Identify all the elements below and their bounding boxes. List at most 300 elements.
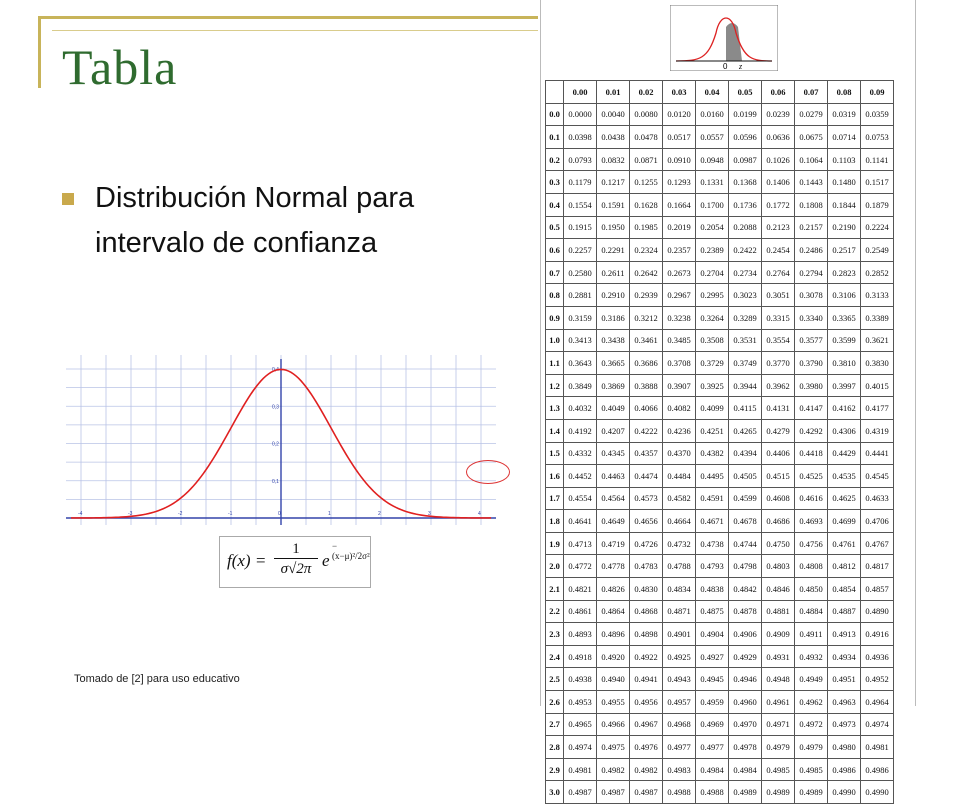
row-header: 2.5 <box>546 668 564 691</box>
table-row <box>546 465 894 488</box>
row-header: 0.9 <box>546 306 564 329</box>
table-cell: 0.4726 <box>630 532 663 555</box>
table-row <box>546 623 894 646</box>
table-row <box>546 261 894 284</box>
table-cell: 0.1664 <box>663 193 696 216</box>
table-cell: 0.0636 <box>762 126 795 149</box>
table-cell: 0.4901 <box>663 623 696 646</box>
table-cell: 0.4292 <box>795 419 828 442</box>
table-cell: 0.3790 <box>795 352 828 375</box>
table-cell: 0.4525 <box>795 465 828 488</box>
table-cell: 0.1736 <box>729 193 762 216</box>
table-cell: 0.4406 <box>762 442 795 465</box>
table-cell: 0.4382 <box>696 442 729 465</box>
table-cell: 0.3289 <box>729 306 762 329</box>
table-cell: 0.1808 <box>795 193 828 216</box>
table-cell: 0.1772 <box>762 193 795 216</box>
x-tick-label: -1 <box>228 511 233 517</box>
table-cell: 0.3770 <box>762 352 795 375</box>
table-cell: 0.4989 <box>762 781 795 804</box>
table-cell: 0.4686 <box>762 510 795 533</box>
table-cell: 0.4345 <box>597 442 630 465</box>
table-cell: 0.0120 <box>663 103 696 126</box>
table-cell: 0.4633 <box>861 487 894 510</box>
table-cell: 0.4984 <box>696 758 729 781</box>
table-cell: 0.4452 <box>564 465 597 488</box>
formula-numerator: 1 <box>274 541 318 559</box>
table-cell: 0.4931 <box>762 645 795 668</box>
table-cell: 0.4964 <box>861 691 894 714</box>
table-cell: 0.4625 <box>828 487 861 510</box>
table-cell: 0.2157 <box>795 216 828 239</box>
column-header: 0.03 <box>663 81 696 104</box>
table-cell: 0.4957 <box>663 691 696 714</box>
table-cell: 0.3340 <box>795 306 828 329</box>
x-tick-label: -4 <box>78 511 83 517</box>
row-header: 1.8 <box>546 510 564 533</box>
column-header: 0.08 <box>828 81 861 104</box>
table-cell: 0.4982 <box>630 758 663 781</box>
table-cell: 0.3599 <box>828 329 861 352</box>
table-row <box>546 171 894 194</box>
table-cell: 0.4370 <box>663 442 696 465</box>
table-row <box>546 645 894 668</box>
table-cell: 0.3686 <box>630 352 663 375</box>
table-cell: 0.0793 <box>564 148 597 171</box>
table-cell: 0.4979 <box>795 736 828 759</box>
table-cell: 0.4357 <box>630 442 663 465</box>
table-cell: 0.4826 <box>597 578 630 601</box>
row-header: 2.9 <box>546 758 564 781</box>
table-cell: 0.4968 <box>663 713 696 736</box>
table-cell: 0.4972 <box>795 713 828 736</box>
table-cell: 0.4812 <box>828 555 861 578</box>
table-cell: 0.4977 <box>663 736 696 759</box>
row-header: 1.3 <box>546 397 564 420</box>
table-cell: 0.0080 <box>630 103 663 126</box>
table-row <box>546 148 894 171</box>
table-cell: 0.3869 <box>597 374 630 397</box>
table-cell: 0.0319 <box>828 103 861 126</box>
table-cell: 0.4678 <box>729 510 762 533</box>
table-cell: 0.4750 <box>762 532 795 555</box>
table-row <box>546 352 894 375</box>
plot-y-ticks <box>272 367 279 485</box>
table-cell: 0.4946 <box>729 668 762 691</box>
table-cell: 0.4909 <box>762 623 795 646</box>
table-cell: 0.4222 <box>630 419 663 442</box>
row-header: 0.1 <box>546 126 564 149</box>
row-header: 1.0 <box>546 329 564 352</box>
table-cell: 0.4664 <box>663 510 696 533</box>
table-cell: 0.4582 <box>663 487 696 510</box>
table-cell: 0.3078 <box>795 284 828 307</box>
table-cell: 0.4535 <box>828 465 861 488</box>
table-row <box>546 600 894 623</box>
table-cell: 0.4898 <box>630 623 663 646</box>
table-cell: 0.4591 <box>696 487 729 510</box>
table-cell: 0.4979 <box>762 736 795 759</box>
row-header: 0.2 <box>546 148 564 171</box>
table-cell: 0.4236 <box>663 419 696 442</box>
table-cell: 0.3729 <box>696 352 729 375</box>
table-row <box>546 193 894 216</box>
table-cell: 0.2019 <box>663 216 696 239</box>
table-cell: 0.3980 <box>795 374 828 397</box>
table-cell: 0.3944 <box>729 374 762 397</box>
table-cell: 0.1026 <box>762 148 795 171</box>
table-row <box>546 555 894 578</box>
row-header: 2.0 <box>546 555 564 578</box>
row-header: 1.9 <box>546 532 564 555</box>
table-cell: 0.4778 <box>597 555 630 578</box>
x-tick-label: 2 <box>378 511 381 517</box>
standard-normal-figure <box>670 5 778 71</box>
table-cell: 0.4830 <box>630 578 663 601</box>
table-cell: 0.4952 <box>861 668 894 691</box>
column-header: 0.04 <box>696 81 729 104</box>
table-cell: 0.4955 <box>597 691 630 714</box>
x-tick-label: 1 <box>328 511 331 517</box>
table-cell: 0.3925 <box>696 374 729 397</box>
table-cell: 0.4945 <box>696 668 729 691</box>
table-row <box>546 374 894 397</box>
table-cell: 0.1554 <box>564 193 597 216</box>
table-cell: 0.4608 <box>762 487 795 510</box>
table-cell: 0.4732 <box>663 532 696 555</box>
table-cell: 0.4803 <box>762 555 795 578</box>
table-row <box>546 691 894 714</box>
table-row <box>546 103 894 126</box>
table-cell: 0.2422 <box>729 239 762 262</box>
table-cell: 0.0160 <box>696 103 729 126</box>
table-cell: 0.4834 <box>663 578 696 601</box>
source-footnote: Tomado de [2] para uso educativo <box>74 673 240 685</box>
table-row <box>546 239 894 262</box>
table-cell: 0.3106 <box>828 284 861 307</box>
highlight-circle <box>466 460 510 484</box>
formula-exp-base: e <box>322 551 330 570</box>
table-cell: 0.0557 <box>696 126 729 149</box>
table-cell: 0.0987 <box>729 148 762 171</box>
table-cell: 0.4974 <box>861 713 894 736</box>
table-cell: 0.0359 <box>861 103 894 126</box>
table-cell: 0.4920 <box>597 645 630 668</box>
table-cell: 0.2357 <box>663 239 696 262</box>
table-cell: 0.4913 <box>828 623 861 646</box>
table-row <box>546 487 894 510</box>
table-cell: 0.3621 <box>861 329 894 352</box>
table-cell: 0.4976 <box>630 736 663 759</box>
table-cell: 0.4871 <box>663 600 696 623</box>
table-cell: 0.3485 <box>663 329 696 352</box>
table-row <box>546 284 894 307</box>
table-cell: 0.2852 <box>861 261 894 284</box>
table-cell: 0.0279 <box>795 103 828 126</box>
table-row <box>546 578 894 601</box>
table-cell: 0.4971 <box>762 713 795 736</box>
table-cell: 0.4896 <box>597 623 630 646</box>
table-cell: 0.4927 <box>696 645 729 668</box>
table-cell: 0.4938 <box>564 668 597 691</box>
row-header: 0.3 <box>546 171 564 194</box>
table-row <box>546 736 894 759</box>
table-cell: 0.4948 <box>762 668 795 691</box>
table-cell: 0.2704 <box>696 261 729 284</box>
plot-grid <box>66 355 496 525</box>
column-header: 0.05 <box>729 81 762 104</box>
table-cell: 0.4956 <box>630 691 663 714</box>
table-cell: 0.4616 <box>795 487 828 510</box>
table-cell: 0.2611 <box>597 261 630 284</box>
table-cell: 0.1844 <box>828 193 861 216</box>
table-cell: 0.4699 <box>828 510 861 533</box>
table-cell: 0.0517 <box>663 126 696 149</box>
table-cell: 0.3023 <box>729 284 762 307</box>
table-cell: 0.4973 <box>828 713 861 736</box>
decorative-line-top <box>38 16 538 19</box>
table-cell: 0.4990 <box>861 781 894 804</box>
column-header: 0.09 <box>861 81 894 104</box>
table-cell: 0.3997 <box>828 374 861 397</box>
table-cell: 0.4988 <box>696 781 729 804</box>
table-cell: 0.4495 <box>696 465 729 488</box>
y-tick-label: 0,1 <box>272 478 279 485</box>
table-cell: 0.3389 <box>861 306 894 329</box>
table-cell: 0.4162 <box>828 397 861 420</box>
table-cell: 0.1141 <box>861 148 894 171</box>
table-cell: 0.4969 <box>696 713 729 736</box>
x-tick-label: -3 <box>128 511 133 517</box>
table-cell: 0.1406 <box>762 171 795 194</box>
column-header: 0.06 <box>762 81 795 104</box>
table-cell: 0.3962 <box>762 374 795 397</box>
table-row <box>546 126 894 149</box>
table-cell: 0.4306 <box>828 419 861 442</box>
table-cell: 0.0596 <box>729 126 762 149</box>
table-cell: 0.4099 <box>696 397 729 420</box>
table-cell: 0.4989 <box>729 781 762 804</box>
table-cell: 0.3186 <box>597 306 630 329</box>
y-tick-label: 0,2 <box>272 441 279 448</box>
table-cell: 0.4983 <box>663 758 696 781</box>
table-cell: 0.4884 <box>795 600 828 623</box>
table-cell: 0.4131 <box>762 397 795 420</box>
table-cell: 0.4967 <box>630 713 663 736</box>
table-cell: 0.2324 <box>630 239 663 262</box>
table-cell: 0.4641 <box>564 510 597 533</box>
table-cell: 0.3159 <box>564 306 597 329</box>
table-cell: 0.2088 <box>729 216 762 239</box>
table-cell: 0.0040 <box>597 103 630 126</box>
formula-fraction <box>274 541 318 579</box>
table-cell: 0.4793 <box>696 555 729 578</box>
table-row <box>546 758 894 781</box>
table-cell: 0.4656 <box>630 510 663 533</box>
table-cell: 0.2995 <box>696 284 729 307</box>
row-header: 1.5 <box>546 442 564 465</box>
row-header: 0.4 <box>546 193 564 216</box>
formula-lhs: f(x) = <box>227 551 267 570</box>
table-cell: 0.4279 <box>762 419 795 442</box>
table-cell: 0.4441 <box>861 442 894 465</box>
table-cell: 0.4842 <box>729 578 762 601</box>
formula-exponent: −(x−μ)²/2σ² <box>332 541 370 561</box>
table-cell: 0.4893 <box>564 623 597 646</box>
table-cell: 0.4986 <box>861 758 894 781</box>
zero-label: 0 <box>723 62 728 71</box>
row-header: 2.3 <box>546 623 564 646</box>
row-header: 1.6 <box>546 465 564 488</box>
table-cell: 0.4861 <box>564 600 597 623</box>
table-cell: 0.4934 <box>828 645 861 668</box>
table-cell: 0.2549 <box>861 239 894 262</box>
table-row <box>546 668 894 691</box>
table-cell: 0.4887 <box>828 600 861 623</box>
table-cell: 0.4484 <box>663 465 696 488</box>
table-cell: 0.0398 <box>564 126 597 149</box>
table-cell: 0.4783 <box>630 555 663 578</box>
table-cell: 0.1331 <box>696 171 729 194</box>
table-cell: 0.3749 <box>729 352 762 375</box>
row-header: 0.7 <box>546 261 564 284</box>
table-cell: 0.4864 <box>597 600 630 623</box>
table-cell: 0.4988 <box>663 781 696 804</box>
table-cell: 0.4192 <box>564 419 597 442</box>
table-cell: 0.2764 <box>762 261 795 284</box>
x-tick-label: -2 <box>178 511 183 517</box>
table-cell: 0.0199 <box>729 103 762 126</box>
table-cell: 0.4943 <box>663 668 696 691</box>
table-cell: 0.4808 <box>795 555 828 578</box>
z-table-panel <box>540 0 916 798</box>
table-cell: 0.3810 <box>828 352 861 375</box>
table-cell: 0.4977 <box>696 736 729 759</box>
row-header: 2.4 <box>546 645 564 668</box>
table-cell: 0.2881 <box>564 284 597 307</box>
table-cell: 0.2486 <box>795 239 828 262</box>
table-cell: 0.4936 <box>861 645 894 668</box>
table-cell: 0.0832 <box>597 148 630 171</box>
table-cell: 0.2257 <box>564 239 597 262</box>
table-cell: 0.4940 <box>597 668 630 691</box>
table-cell: 0.1179 <box>564 171 597 194</box>
table-cell: 0.4941 <box>630 668 663 691</box>
table-cell: 0.4015 <box>861 374 894 397</box>
table-cell: 0.4719 <box>597 532 630 555</box>
table-cell: 0.4115 <box>729 397 762 420</box>
table-cell: 0.4878 <box>729 600 762 623</box>
table-cell: 0.2054 <box>696 216 729 239</box>
x-tick-label: 4 <box>478 511 481 517</box>
table-cell: 0.0910 <box>663 148 696 171</box>
table-cell: 0.4990 <box>828 781 861 804</box>
table-cell: 0.4429 <box>828 442 861 465</box>
table-cell: 0.3554 <box>762 329 795 352</box>
table-cell: 0.4953 <box>564 691 597 714</box>
table-cell: 0.3212 <box>630 306 663 329</box>
table-cell: 0.4890 <box>861 600 894 623</box>
table-cell: 0.4982 <box>597 758 630 781</box>
table-cell: 0.4767 <box>861 532 894 555</box>
table-cell: 0.4693 <box>795 510 828 533</box>
table-cell: 0.2794 <box>795 261 828 284</box>
table-cell: 0.4394 <box>729 442 762 465</box>
table-cell: 0.0239 <box>762 103 795 126</box>
table-cell: 0.3888 <box>630 374 663 397</box>
table-cell: 0.4599 <box>729 487 762 510</box>
row-header: 0.6 <box>546 239 564 262</box>
table-cell: 0.4857 <box>861 578 894 601</box>
column-header: 0.07 <box>795 81 828 104</box>
x-tick-label: 3 <box>428 511 431 517</box>
table-cell: 0.3461 <box>630 329 663 352</box>
table-cell: 0.2673 <box>663 261 696 284</box>
table-cell: 0.3238 <box>663 306 696 329</box>
slide-title: Tabla <box>62 39 178 95</box>
table-cell: 0.4846 <box>762 578 795 601</box>
row-header: 0.0 <box>546 103 564 126</box>
table-cell: 0.2389 <box>696 239 729 262</box>
table-cell: 0.4838 <box>696 578 729 601</box>
table-cell: 0.1591 <box>597 193 630 216</box>
table-cell: 0.4515 <box>762 465 795 488</box>
table-cell: 0.4319 <box>861 419 894 442</box>
table-cell: 0.4963 <box>828 691 861 714</box>
table-cell: 0.1217 <box>597 171 630 194</box>
table-cell: 0.1700 <box>696 193 729 216</box>
table-cell: 0.4961 <box>762 691 795 714</box>
row-header: 0.8 <box>546 284 564 307</box>
row-header: 1.1 <box>546 352 564 375</box>
table-cell: 0.4922 <box>630 645 663 668</box>
table-cell: 0.2910 <box>597 284 630 307</box>
table-cell: 0.2823 <box>828 261 861 284</box>
table-cell: 0.4207 <box>597 419 630 442</box>
bullet-marker <box>62 193 74 205</box>
table-header-row <box>546 81 894 104</box>
table-cell: 0.2224 <box>861 216 894 239</box>
row-header: 1.2 <box>546 374 564 397</box>
table-cell: 0.3849 <box>564 374 597 397</box>
table-cell: 0.4984 <box>729 758 762 781</box>
table-cell: 0.0478 <box>630 126 663 149</box>
bullet-text: Distribución Normal para intervalo de confianza <box>95 182 415 259</box>
table-row <box>546 713 894 736</box>
table-cell: 0.2580 <box>564 261 597 284</box>
row-header: 2.1 <box>546 578 564 601</box>
table-cell: 0.4881 <box>762 600 795 623</box>
formula-denominator: σ√2π <box>280 561 312 577</box>
table-cell: 0.4987 <box>630 781 663 804</box>
x-tick-label: 0 <box>278 511 281 517</box>
table-cell: 0.0871 <box>630 148 663 171</box>
table-cell: 0.3438 <box>597 329 630 352</box>
table-cell: 0.4744 <box>729 532 762 555</box>
table-row <box>546 329 894 352</box>
table-row <box>546 306 894 329</box>
table-cell: 0.4975 <box>597 736 630 759</box>
row-header: 2.8 <box>546 736 564 759</box>
y-tick-label: 0,3 <box>272 404 279 411</box>
table-cell: 0.4788 <box>663 555 696 578</box>
table-cell: 0.4772 <box>564 555 597 578</box>
table-cell: 0.3264 <box>696 306 729 329</box>
table-cell: 0.4032 <box>564 397 597 420</box>
column-header: 0.01 <box>597 81 630 104</box>
table-row <box>546 397 894 420</box>
table-cell: 0.4251 <box>696 419 729 442</box>
